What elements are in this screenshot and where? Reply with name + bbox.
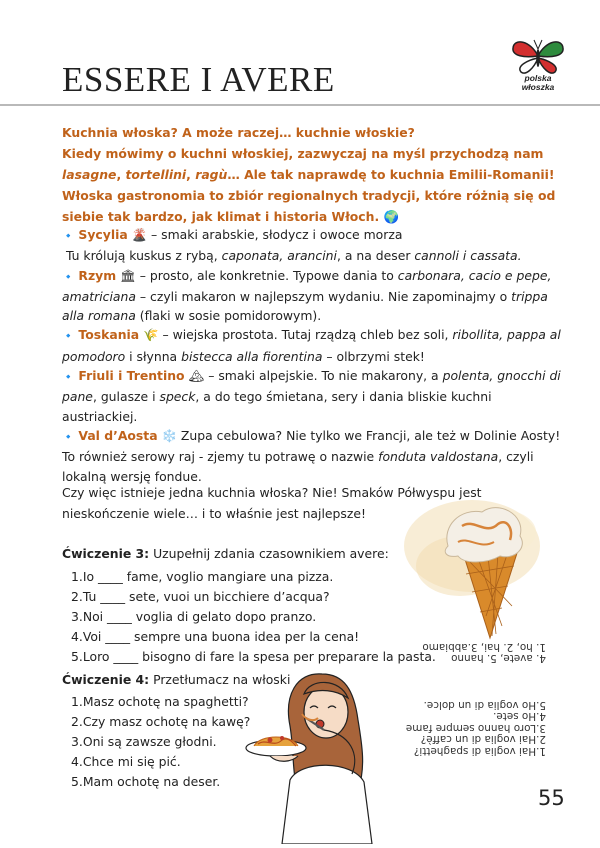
bullet-icon: 🔹 — [62, 372, 75, 384]
answer-key-upside-down — [388, 640, 546, 756]
globe-icon: 🌍 — [383, 209, 399, 224]
exercise-title: Ćwiczenie 3: Uzupełnij zdania czasownikiem avere: — [62, 546, 389, 561]
list-item: 3.Noi ____ voglia di gelato dopo pranzo. — [71, 609, 317, 624]
wheat-icon: 🌾 — [143, 327, 159, 343]
answer-line — [388, 675, 546, 687]
list-item: 1.Io ____ fame, voglio mangiare una pizza. — [71, 569, 334, 584]
region-sycylia: 🔹 Sycylia 🌋 – smaki arabskie, słodycz i owoce morza Tu królują kuskus z rybą, caponata, arancini, a na deser cannoli i cassata. — [62, 227, 522, 264]
answer-line: 5.Ho voglia di un dolce. — [423, 698, 546, 711]
list-item: 3.Oni są zawsze głodni. — [71, 734, 217, 749]
answer-line: 2.Hai voglia di un caffè? — [420, 733, 546, 746]
snowflake-icon: ❄️ — [161, 427, 177, 443]
intro-line: Włoska gastronomia to zbiór regionalnych tradycji, które różnią się od — [62, 188, 556, 203]
list-item: 5.Loro ____ bisogno di fare la spesa per preparare la pasta. — [71, 649, 436, 664]
intro-line: Kiedy mówimy o kuchni włoskiej, zazwyczaj na myśl przychodzą nam — [62, 146, 544, 161]
regions-section — [62, 225, 562, 486]
list-item: 2.Tu ____ sete, vuoi un bicchiere d’acqua? — [71, 589, 330, 604]
woman-icon — [240, 664, 400, 844]
page-number: 55 — [538, 786, 565, 810]
exercise-title: Ćwiczenie 4: Przetłumacz na włoski — [62, 672, 291, 687]
list-item: 4.Voi ____ sempre una buona idea per la cena! — [71, 629, 360, 644]
classical-building-icon: 🏛 — [120, 267, 136, 283]
answer-line — [388, 686, 546, 698]
answer-line — [388, 663, 546, 675]
polska-wloszka-logo — [508, 36, 568, 92]
bullet-icon: 🔹 — [62, 271, 75, 283]
list-item: 5.Mam ochotę na deser. — [71, 774, 221, 789]
bullet-icon: 🔹 — [62, 331, 75, 343]
region-rzym: 🔹 Rzym 🏛 – prosto, ale konkretnie. Typowe dania to carbonara, cacio e pepe, amatriciana – czyli makaron w najlepszym wydaniu. Nie zapominajmy o trippa alla romana (flaki w sosie pomidorowym). — [62, 267, 552, 324]
intro-paragraph — [62, 122, 562, 227]
answer-line: 1. ho, 2. hai, 3.abbiamo — [422, 640, 546, 653]
intro-line: Kuchnia włoska? A może raczej… kuchnie włoskie? — [62, 125, 415, 140]
list-item: 4.Chce mi się pić. — [71, 754, 181, 769]
logo-text-line1: polska — [524, 73, 552, 83]
region-name: Friuli i Trentino — [78, 368, 185, 384]
region-friuli: 🔹 Friuli i Trentino 🏔 – smaki alpejskie. To nie makarony, a polenta, gnocchi di pane, gulasze i speck, a do tego śmietana, sery i dania bliskie kuchni austriackiej. — [62, 368, 561, 424]
butterfly-icon — [508, 36, 568, 76]
region-toskania: 🔹 Toskania 🌾 – wiejska prostota. Tutaj rządzą chleb bez soli, ribollita, pappa al pomodoro i słynna bistecca alla fiorentina – olbrzymi stek! — [62, 327, 561, 364]
dish-name: lasagne — [62, 167, 117, 182]
list-item: 1.Masz ochotę na spaghetti? — [71, 694, 249, 709]
region-aosta: 🔹 Val d’Aosta ❄️ Zupa cebulowa? Nie tylko we Francji, ale też w Dolinie Aosty! To również serowy raj - zjemy tu potrawę o nazwie fonduta valdostana, czyli lokalną wersję fondue. — [62, 427, 561, 484]
intro-line: lasagne, tortellini, ragù… Ale tak naprawdę to kuchnia Emilii-Romanii! — [62, 167, 555, 182]
header-divider — [0, 104, 600, 106]
region-name: Rzym — [78, 267, 117, 283]
answer-line: 3.Loro hanno sempre fame — [405, 721, 546, 734]
region-name: Toskania — [78, 327, 140, 343]
bullet-icon: 🔹 — [62, 231, 75, 242]
dish-name: tortellini — [125, 167, 187, 182]
answer-line: 4.Ho sete. — [493, 710, 546, 723]
page-title: ESSERE I AVERE — [62, 60, 335, 99]
mountain-icon: 🏔 — [188, 368, 205, 384]
answer-line: 1.Hai voglia di spaghetti? — [413, 744, 546, 757]
answer-line: 4. avete, 5. hanno — [451, 652, 546, 665]
woman-eating-spaghetti-illustration — [240, 664, 400, 844]
logo-text-line2: włoszka — [521, 82, 555, 92]
region-name: Sycylia — [78, 227, 128, 242]
volcano-icon: 🌋 — [131, 227, 148, 242]
region-name: Val d’Aosta — [78, 427, 158, 443]
dish-name: ragù — [195, 167, 228, 182]
intro-line: siebie tak bardzo, jak klimat i historia Włoch. 🌍 — [62, 209, 399, 224]
list-item: 2.Czy masz ochotę na kawę? — [71, 714, 251, 729]
bullet-icon: 🔹 — [62, 431, 75, 443]
conclusion-paragraph: Czy więc istnieje jedna kuchnia włoska? Nie! Smaków Półwyspu jest nieskończenie wiele… i to właśnie jest najlepsze! — [62, 485, 482, 521]
